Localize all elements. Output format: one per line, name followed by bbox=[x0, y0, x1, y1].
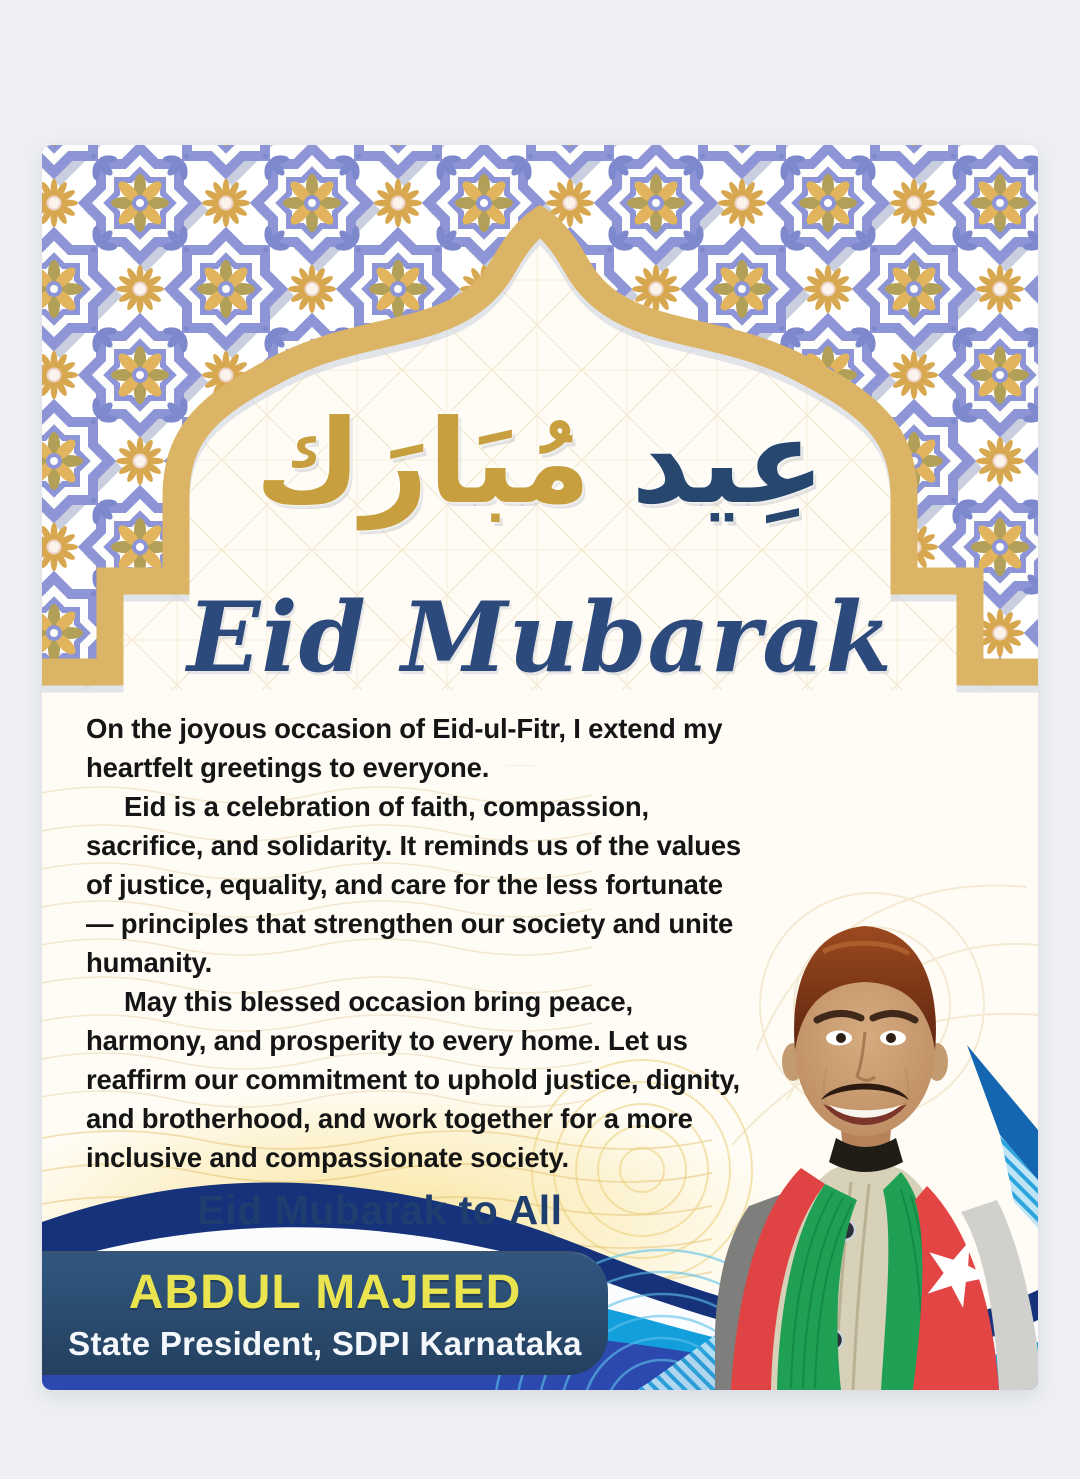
name-plate bbox=[42, 1251, 608, 1375]
arabic-word-mubarak: مُبَارَك bbox=[255, 395, 591, 530]
greeting-poster bbox=[42, 145, 1038, 1390]
greeting-message bbox=[86, 709, 744, 1177]
person-designation: State President, SDPI Karnataka bbox=[68, 1325, 582, 1362]
portrait-photo bbox=[715, 900, 1038, 1390]
arabic-word-eid: عِيد bbox=[631, 395, 825, 530]
script-title: Eid Mubarak bbox=[187, 581, 893, 694]
message-paragraph: May this blessed occasion bring peace, harmony, and prosperity to every home. Let us reaffirm our commitment to uphold justice, dignity, and brotherhood, and work together for a more inclusive and compassionate society. bbox=[86, 986, 740, 1173]
message-paragraph: Eid is a celebration of faith, compassion, sacrifice, and solidarity. It reminds us of the values of justice, equality, and care for the less fortunate — principles that strengthen our society and unite humanity. bbox=[86, 791, 742, 978]
arabic-calligraphy bbox=[42, 395, 1038, 530]
message-paragraph: On the joyous occasion of Eid-ul-Fitr, I extend my heartfelt greetings to everyone. bbox=[86, 713, 723, 783]
person-name: ABDUL MAJEED bbox=[128, 1266, 522, 1319]
closing-line: Eid Mubarak to All bbox=[197, 1187, 563, 1233]
